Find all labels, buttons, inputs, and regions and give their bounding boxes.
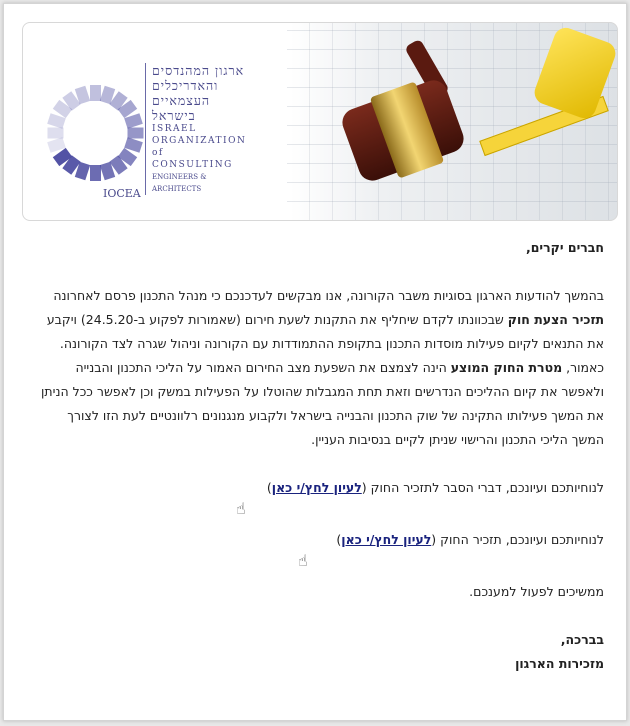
text: שבכוונתו לקדם שיחליף את התקנות לשעת חירום (שאמורות לפקוע ב-24.5.20) ויקבע את התנאים לקיום פעילות מוסדות התכנון בתקופת ההתמודדות עם הקורונה וניהול שגרה לצד הקורונה. <box>46 312 604 351</box>
logo-ring-segment <box>47 128 63 139</box>
explanation-link[interactable]: לעיון לחץ/י כאן <box>271 480 362 495</box>
bold-text: מטרת החוק המוצע <box>450 360 563 375</box>
text: לנוחיותכם ועיונכם, תזכיר החוק <box>436 532 604 547</box>
header-banner <box>22 22 618 221</box>
logo-acronym: IOCEA <box>103 187 141 200</box>
text: כאמור, <box>562 360 604 375</box>
link-line-1: לנוחיותכם ועיונכם, דברי הסבר לתזכיר החוק (לעיון לחץ/י כאן) <box>266 480 604 495</box>
logo-ring-segment <box>90 165 101 181</box>
text: לנוחיותכם ועיונכם, דברי הסבר לתזכיר החוק <box>366 480 604 495</box>
email-body <box>40 236 604 676</box>
text: הינה לצמצם את השפעת מצב החירום האמור על הליכי התכנון והבנייה ולאפשר את קיום ההליכים הנדרשים וזאת תחת המגבלות שהוטלו על הפעילות במשק וכן לאפשר ככל הניתן את המשך פעילותו התקינה של שוק התכנון והבנייה בישראל ולקבוע מנגנונים רלוונטיים לעת הזו לצורך המשך הליכי התכנון והרישוי שניתן לקיים בנסיבות העניין. <box>41 360 604 447</box>
logo-hebrew-line: בישראל <box>152 108 196 123</box>
logo-ring-icon <box>45 83 145 183</box>
logo-hebrew-line: ארגון המהנדסים <box>152 63 245 78</box>
paragraph-1 <box>40 284 604 356</box>
bold-text: תזכיר הצעת חוק <box>507 312 604 327</box>
logo-text <box>145 63 246 195</box>
logo-english-line: ENGINEERS & ARCHITECTS <box>152 173 207 193</box>
email-frame <box>3 3 627 721</box>
logo-ring-segment <box>90 85 101 101</box>
paragraph-2 <box>40 356 604 452</box>
continue-text: ממשיכים לפעול למענכם. <box>469 584 604 599</box>
logo-english-line: of CONSULTING <box>152 148 233 170</box>
logo-english-line: ORGANIZATION <box>152 136 247 146</box>
greeting: חברים יקרים, <box>525 240 604 255</box>
memorandum-link[interactable]: לעיון לחץ/י כאן <box>341 532 432 547</box>
link-line-2: לנוחיותכם ועיונכם, תזכיר החוק (לעיון לחץ/י כאן) <box>336 532 604 547</box>
pointing-hand-icon: ☝ <box>298 551 308 570</box>
iocea-logo <box>45 63 245 203</box>
logo-hebrew-line: העצמאיים <box>152 93 211 108</box>
closing: בברכה, <box>560 632 604 647</box>
logo-hebrew-line: והאדריכלים <box>152 78 219 93</box>
signature: מזכירות הארגון <box>515 656 604 671</box>
text: בהמשך להודעות הארגון בסוגיות משבר הקורונה, אנו מבקשים לעדכנכם כי מנהל התכנון פרסם לאחרונה <box>53 288 604 303</box>
logo-english-line: ISRAEL <box>152 124 197 134</box>
logo-ring-segment <box>127 128 143 139</box>
pointing-hand-icon: ☝ <box>236 499 246 518</box>
